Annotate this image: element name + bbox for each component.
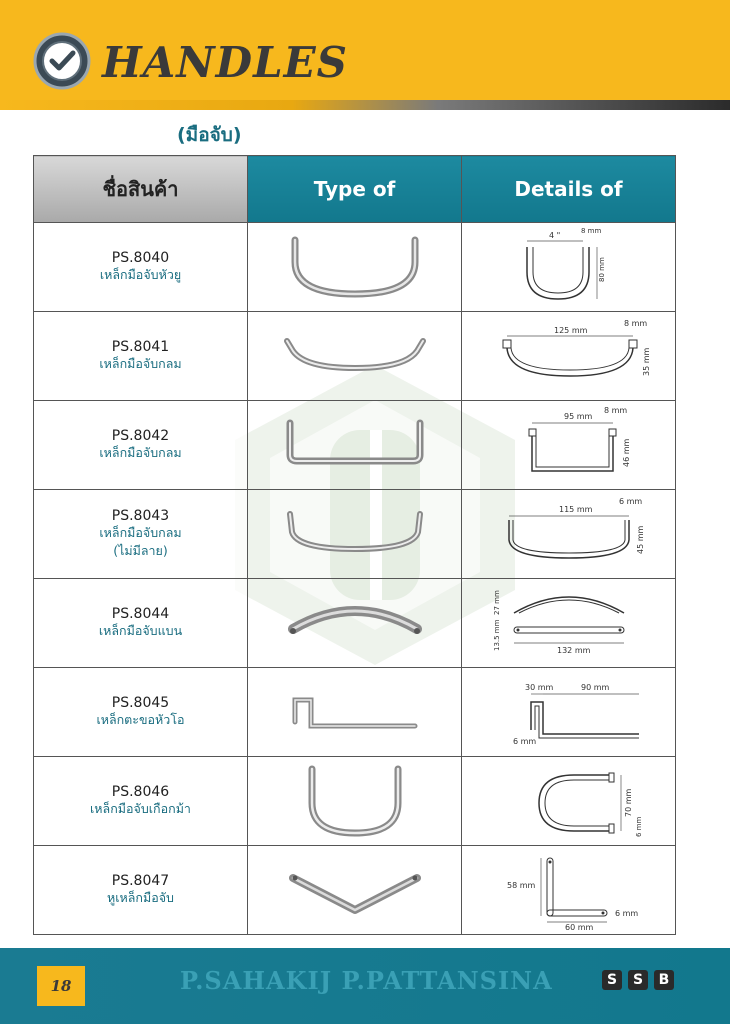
- dim-height: 35 mm: [641, 347, 651, 376]
- dim-thickness: 6 mm: [614, 909, 638, 918]
- product-code: PS.8043: [111, 508, 170, 524]
- u-handle-diagram: [469, 227, 669, 307]
- dim-thickness: 6 mm: [618, 497, 642, 506]
- dim-height: 27 mm: [492, 590, 501, 615]
- company-name: P.SAHAKIJ P.PATTANSINA: [180, 966, 553, 995]
- round-handle-diagram: [469, 316, 669, 396]
- product-code: PS.8047: [111, 873, 170, 889]
- header-type: Type of: [248, 156, 462, 223]
- dim-thickness: 8 mm: [603, 406, 627, 415]
- table-row: [34, 579, 676, 668]
- dim-thickness: 6 mm: [634, 816, 643, 837]
- dim-width: 4 ": [548, 231, 560, 240]
- dim-thickness: 6 mm: [512, 737, 536, 746]
- flat-handle-diagram: [469, 583, 669, 663]
- dim-height: 80 mm: [597, 257, 606, 282]
- dim-length: 132 mm: [556, 646, 590, 655]
- product-desc: เหล็กตะขอหัวโอ: [96, 712, 185, 727]
- product-code: PS.8042: [111, 428, 170, 444]
- checkmark-badge-icon: [33, 32, 91, 90]
- product-desc: เหล็กมือจับกลม: [99, 356, 182, 371]
- hook-photo-icon: [275, 682, 435, 742]
- product-desc: เหล็กมือจับกลม: [99, 525, 182, 540]
- brand-logo-icon: S: [602, 970, 622, 990]
- product-desc: หูเหล็กมือจับ: [107, 890, 174, 905]
- product-code: PS.8041: [111, 339, 170, 355]
- product-desc: เหล็กมือจับกลม: [99, 445, 182, 460]
- product-code: PS.8045: [111, 695, 170, 711]
- ear-handle-photo-icon: [275, 860, 435, 920]
- header-details: Details of: [462, 156, 676, 223]
- dim-height: 46 mm: [621, 438, 631, 467]
- plain-round-handle-photo-icon: [275, 504, 435, 564]
- u-handle-photo-icon: [280, 232, 430, 302]
- square-handle-diagram: [469, 405, 669, 485]
- round-handle-photo-icon: [275, 326, 435, 386]
- dim-height: 58 mm: [506, 881, 535, 890]
- ear-handle-diagram: [469, 850, 669, 930]
- brand-logo-icon: B: [654, 970, 674, 990]
- product-table: [33, 155, 676, 935]
- horseshoe-handle-photo-icon: [290, 763, 420, 839]
- dim-height: 45 mm: [635, 525, 645, 554]
- horseshoe-handle-diagram: [469, 761, 669, 841]
- dim-width: 115 mm: [558, 505, 592, 514]
- square-handle-photo-icon: [275, 415, 435, 475]
- table-row: [34, 846, 676, 935]
- header-stripe: [0, 100, 730, 110]
- dim-width: 125 mm: [553, 326, 587, 335]
- table-row: [34, 223, 676, 312]
- product-desc: เหล็กมือจับหัวยู: [99, 267, 182, 282]
- header-name: ชื่อสินค้า: [34, 156, 248, 223]
- dim-thickness: 8 mm: [623, 319, 647, 328]
- plain-round-handle-diagram: [469, 494, 669, 574]
- product-desc: เหล็กมือจับแบน: [98, 623, 183, 638]
- product-desc-note: (ไม่มีลาย): [113, 543, 168, 558]
- table-row: [34, 668, 676, 757]
- page-subtitle: (มือจับ): [177, 124, 242, 146]
- product-code: PS.8046: [111, 784, 170, 800]
- table-row: [34, 757, 676, 846]
- dim-width: 13.5 mm: [492, 619, 501, 651]
- brand-marks: [602, 970, 674, 990]
- table-row: [34, 401, 676, 490]
- dim-length: 60 mm: [564, 923, 593, 930]
- product-code: PS.8044: [111, 606, 170, 622]
- page-title: HANDLES: [102, 38, 348, 87]
- flat-handle-photo-icon: [275, 593, 435, 653]
- table-row: [34, 312, 676, 401]
- product-desc: เหล็กมือจับเกือกม้า: [90, 801, 191, 816]
- dim-top-width: 30 mm: [524, 683, 553, 692]
- dim-length: 90 mm: [580, 683, 609, 692]
- dim-thickness: 8 mm: [580, 227, 601, 235]
- table-row: [34, 490, 676, 579]
- brand-logo-icon: S: [628, 970, 648, 990]
- hook-diagram: [469, 672, 669, 752]
- dim-height: 70 mm: [623, 788, 633, 817]
- product-code: PS.8040: [111, 250, 170, 266]
- dim-width: 95 mm: [563, 412, 592, 421]
- page-number: 18: [37, 966, 85, 1006]
